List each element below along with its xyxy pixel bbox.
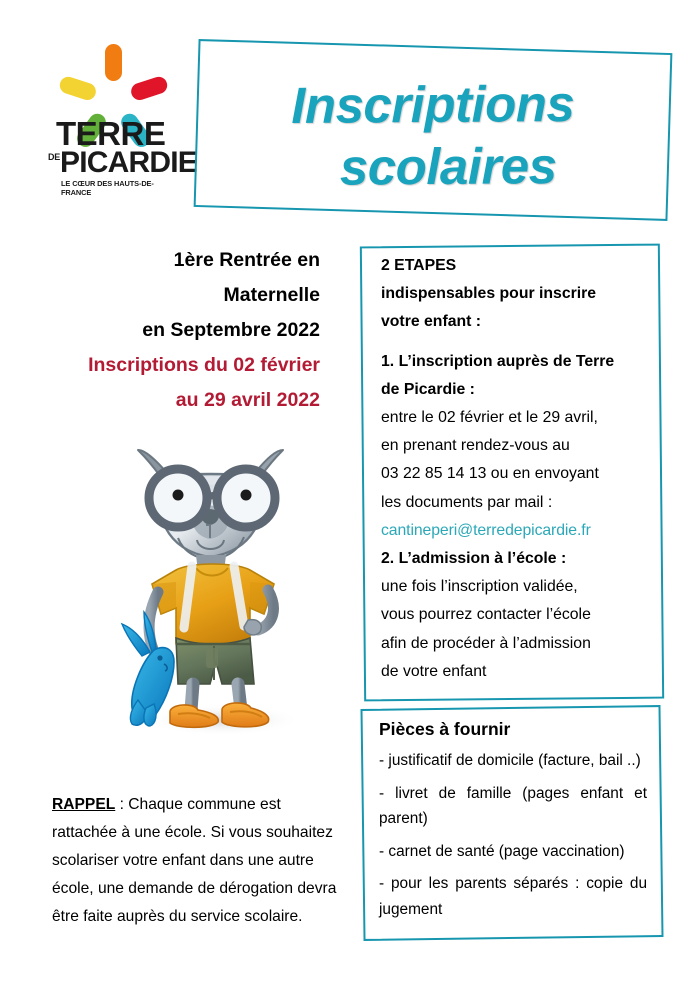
logo-text-picardie: PICARDIE xyxy=(60,146,197,179)
etapes-spacer xyxy=(381,337,649,348)
logo-petal-yellow xyxy=(58,75,98,103)
etape-2-title: 2. L’admission à l’école : xyxy=(381,550,567,568)
logo-tagline: LE CŒUR DES HAUTS-DE-FRANCE xyxy=(61,179,154,197)
logo-wordmark xyxy=(48,115,197,197)
etapes-heading-1: 2 ETAPES xyxy=(381,257,457,274)
etape-1-line-4: les documents par mail : xyxy=(381,493,553,511)
heading-line-4: Inscriptions du 02 février xyxy=(88,354,320,376)
etapes-heading-2: indispensables pour inscrire xyxy=(381,285,597,303)
heading-line-3: en Septembre 2022 xyxy=(142,319,320,341)
logo-text-terre: TERRE xyxy=(56,115,166,152)
logo-petal-red xyxy=(129,75,169,103)
plush-rabbit xyxy=(122,612,174,726)
page-title xyxy=(195,50,670,221)
etape-1-line-2: en prenant rendez-vous au xyxy=(381,437,570,455)
etape-2-line-2: vous pourrez contacter l’école xyxy=(381,606,591,624)
heading-line-5: au 29 avril 2022 xyxy=(175,389,320,411)
logo-petal-orange xyxy=(105,44,122,81)
left-heading-block xyxy=(30,243,320,418)
terre-de-picardie-logo xyxy=(48,38,197,197)
etape-1-line-3-phone: 03 22 85 14 13 ou en envoyant xyxy=(381,465,599,483)
etape-1-title-line-1: 1. L’inscription auprès de Terre xyxy=(381,352,615,370)
rappel-text: : Chaque commune est rattachée à une école. Si vous souhaitez scolariser votre enfant dans une autre école, une demande de dérogation devra être faite auprès du service scolaire. xyxy=(52,795,337,925)
etapes-content xyxy=(381,252,649,686)
pieces-item: - pour les parents séparés : copie du jugement xyxy=(379,875,647,918)
etape-1-line-1: entre le 02 février et le 29 avril, xyxy=(381,409,598,427)
pieces-item: - justificatif de domicile (facture, bail ..) xyxy=(379,752,641,769)
etape-1-title-line-2: de Picardie : xyxy=(381,380,475,398)
heading-line-2: Maternelle xyxy=(223,284,320,306)
logo-text-de: DE xyxy=(48,152,60,162)
pieces-title: Pièces à fournir xyxy=(379,719,511,739)
title-line-2: scolaires xyxy=(339,137,557,196)
pieces-item: - carnet de santé (page vaccination) xyxy=(379,842,625,860)
etape-2-line-1: une fois l’inscription validée, xyxy=(381,578,578,596)
etape-2-line-3: afin de procéder à l’admission xyxy=(381,634,591,652)
contact-email-link[interactable]: cantineperi@terredepicardie.fr xyxy=(381,521,591,539)
title-line-1: Inscriptions xyxy=(291,75,575,134)
heading-line-1: 1ère Rentrée en xyxy=(173,249,320,271)
etapes-heading-3: votre enfant : xyxy=(381,313,482,331)
pieces-content xyxy=(379,714,647,929)
etape-2-line-4: de votre enfant xyxy=(381,662,487,680)
rappel-paragraph xyxy=(52,791,342,931)
rappel-label: RAPPEL xyxy=(52,795,116,813)
mascot-illustration xyxy=(98,432,338,752)
pieces-item: - livret de famille (pages enfant et parent) xyxy=(379,784,647,827)
